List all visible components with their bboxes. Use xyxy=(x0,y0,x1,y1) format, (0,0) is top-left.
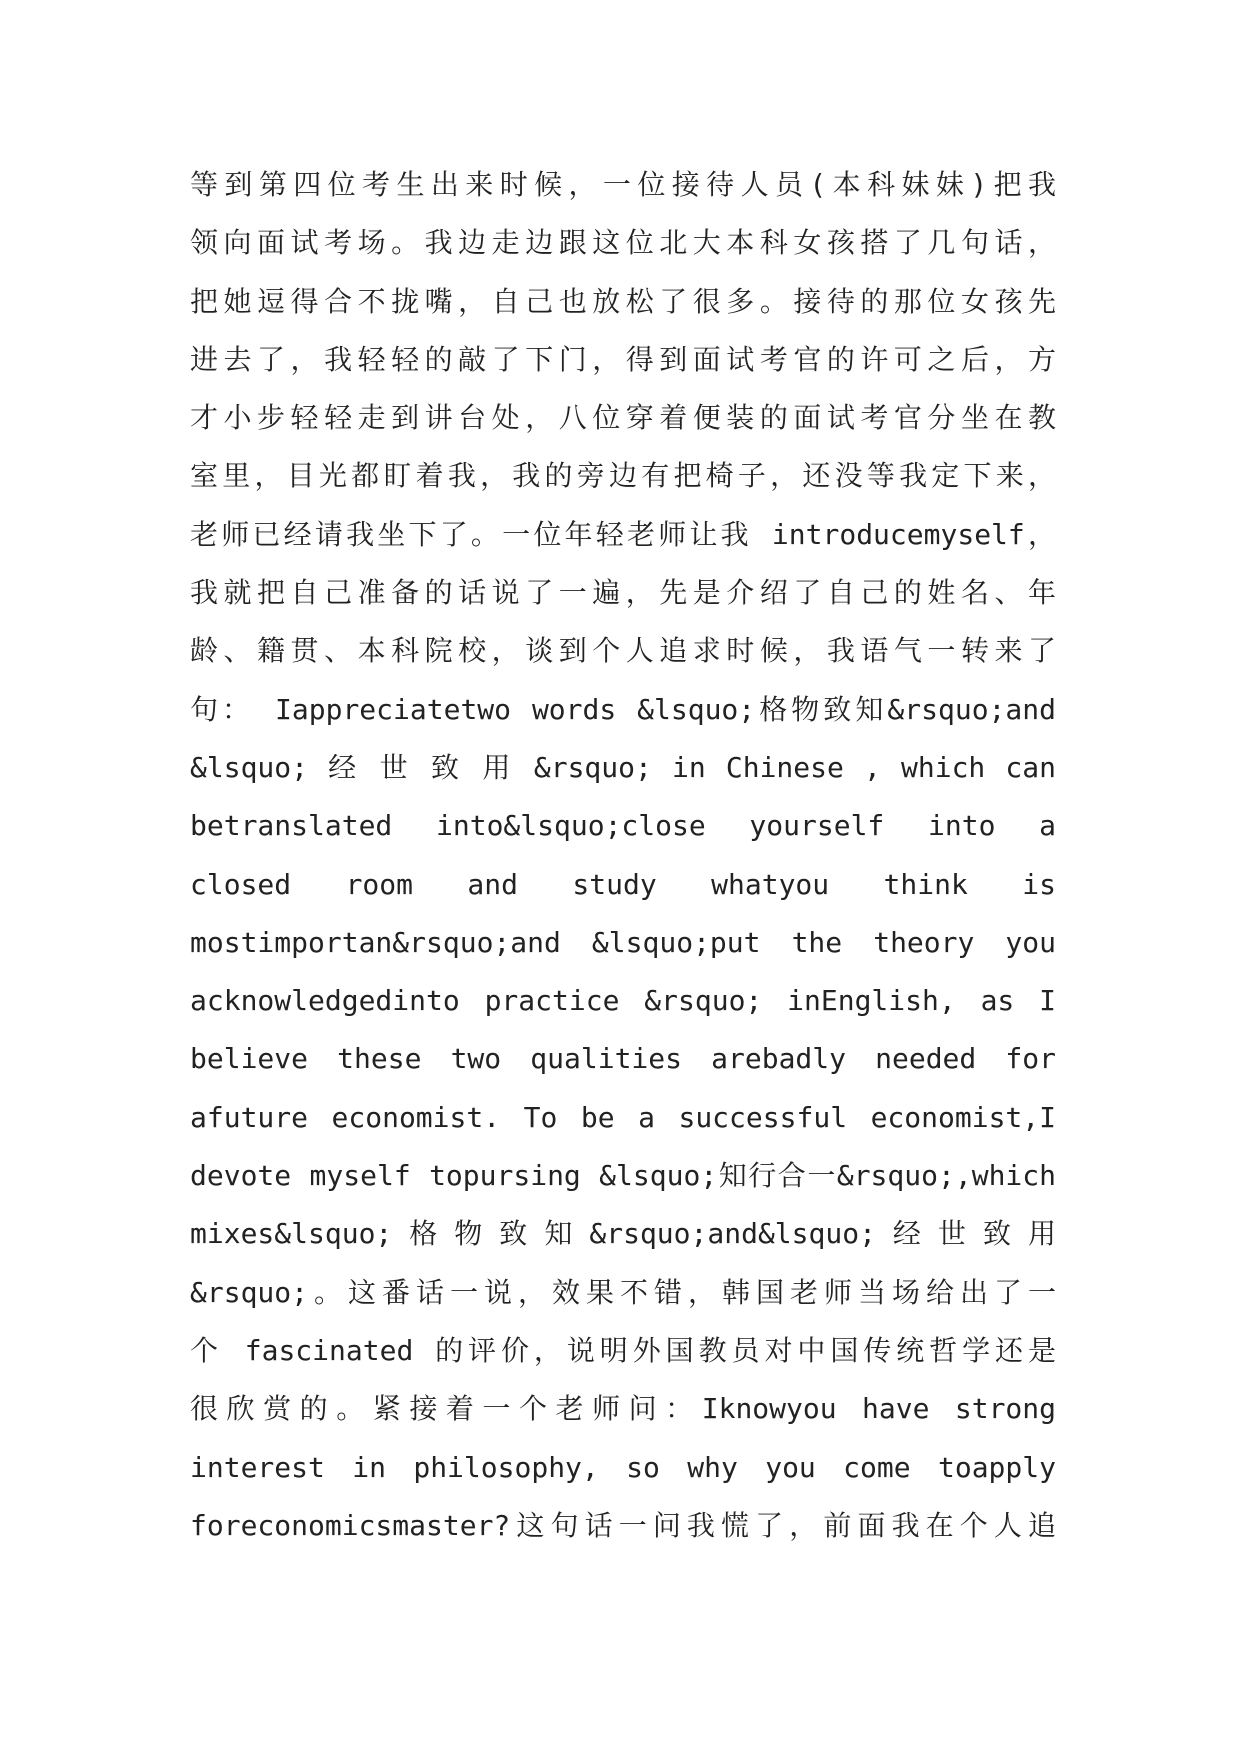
text-line: 室里，目光都盯着我，我的旁边有把椅子，还没等我定下来， xyxy=(190,459,1056,493)
text-line: betranslated into&lsquo;close yourself into a xyxy=(190,809,1056,843)
body-text xyxy=(190,156,1056,1555)
text-line: believe these two qualities arebadly needed for xyxy=(190,1042,1056,1076)
text-line: closed room and study whatyou think is xyxy=(190,867,1056,901)
text-line: 等到第四位考生出来时候，一位接待人员(本科妹妹)把我 xyxy=(190,168,1056,201)
text-line: 我就把自己准备的话说了一遍，先是介绍了自己的姓名、年 xyxy=(190,576,1056,610)
text-line: interest in philosophy, so why you come toapply xyxy=(190,1450,1056,1484)
text-line: mixes&lsquo; 格 物 致 知 &rsquo;and&lsquo; 经 世 致 用 xyxy=(190,1217,1056,1251)
text-line: &rsquo;。这番话一说，效果不错，韩国老师当场给出了一 xyxy=(190,1275,1056,1309)
text-line: acknowledgedinto practice &rsquo; inEnglish, as I xyxy=(190,984,1056,1018)
text-line: 领向面试考场。我边走边跟这位北大本科女孩搭了几句话， xyxy=(190,226,1056,260)
text-line: 龄、籍贯、本科院校，谈到个人追求时候，我语气一转来了 xyxy=(190,634,1056,668)
text-line: &lsquo; 经 世 致 用 &rsquo; in Chinese , which can xyxy=(190,750,1056,784)
text-line: 很欣赏的。紧接着一个老师问：Iknowyou have strong xyxy=(190,1392,1056,1426)
text-line: 把她逗得合不拢嘴，自己也放松了很多。接待的那位女孩先 xyxy=(190,284,1056,318)
text-line: mostimportan&rsquo;and &lsquo;put the theory you xyxy=(190,925,1056,959)
text-line: 句： Iappreciatetwo words &lsquo;格物致知&rsquo;and xyxy=(190,692,1056,726)
text-line: foreconomicsmaster?这句话一问我慌了，前面我在个人追 xyxy=(190,1508,1056,1542)
text-line: devote myself topursing &lsquo;知行合一&rsquo;,which xyxy=(190,1159,1056,1193)
text-line: 个 fascinated 的评价，说明外国教员对中国传统哲学还是 xyxy=(190,1333,1056,1367)
text-line: 才小步轻轻走到讲台处，八位穿着便装的面试考官分坐在教 xyxy=(190,401,1056,435)
text-line: 老师已经请我坐下了。一位年轻老师让我 introducemyself， xyxy=(190,517,1056,551)
text-line: 进去了，我轻轻的敲了下门，得到面试考官的许可之后，方 xyxy=(190,342,1056,376)
text-line: afuture economist. To be a successful economist,I xyxy=(190,1100,1056,1134)
